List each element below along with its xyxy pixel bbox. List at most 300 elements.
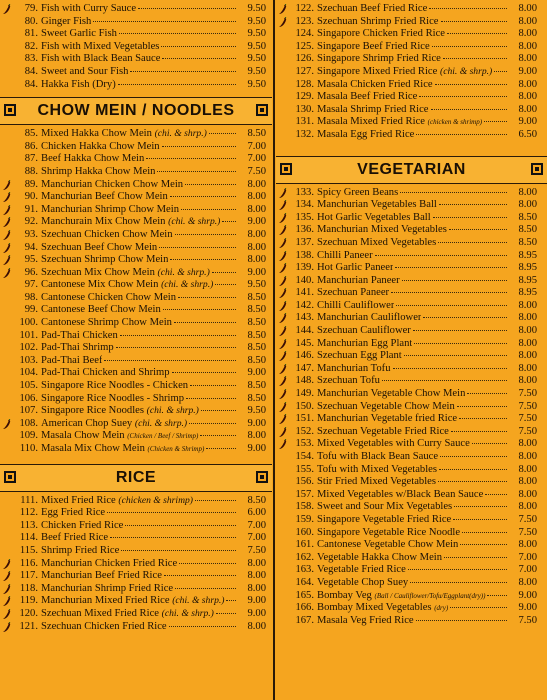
menu-item — [0, 393, 272, 406]
item-name: Szechuan Vegetable Fried Rice — [317, 425, 449, 437]
menu-item — [276, 577, 547, 590]
dot-leader — [472, 443, 507, 444]
item-price: 8.00 — [518, 501, 537, 513]
chili-pepper-icon — [2, 622, 12, 632]
item-number: 101. — [19, 329, 38, 341]
item-note: (chi. & shrp.) — [154, 128, 207, 140]
menu-item — [276, 53, 547, 66]
dot-leader — [450, 607, 507, 608]
item-note: (Ball / Cauliflower/Tofu/Eggplant(dry)) — [374, 591, 486, 600]
dot-leader — [222, 221, 236, 222]
item-number: 139. — [295, 262, 314, 274]
item-price: 7.50 — [518, 413, 537, 425]
item-number: 154. — [295, 451, 314, 462]
menu-item — [0, 570, 272, 583]
menu-item — [276, 527, 547, 540]
item-number: 161. — [295, 539, 314, 551]
chili-pepper-icon — [278, 364, 288, 374]
item-number: 122. — [295, 3, 314, 14]
menu-item — [276, 363, 547, 376]
menu-item — [276, 28, 547, 41]
item-name: Chilli Cauliflower — [317, 299, 395, 311]
menu-item — [0, 430, 272, 443]
dot-leader — [431, 109, 507, 110]
rice-list — [0, 495, 272, 634]
item-number: 111. — [20, 494, 38, 506]
item-name: Manchurian Tofu — [317, 362, 391, 374]
item-number: 115. — [19, 544, 38, 556]
menu-item — [0, 317, 272, 330]
item-name: Szechuan Beef Fried Rice — [317, 3, 428, 14]
item-name: Szechuan Beef Chow Mein — [41, 241, 158, 253]
item-price: 9.50 — [247, 28, 266, 40]
item-price: 7.50 — [247, 165, 266, 177]
item-price: 9.50 — [247, 78, 266, 90]
square-bullet-icon — [256, 471, 268, 483]
item-price: 9.00 — [247, 595, 266, 607]
item-price: 8.00 — [518, 3, 537, 14]
item-price: 8.00 — [518, 40, 537, 52]
menu-item — [276, 338, 547, 351]
item-price: 9.50 — [247, 279, 266, 291]
item-price: 8.50 — [518, 224, 537, 236]
item-price: 8.00 — [247, 228, 266, 240]
item-price: 9.50 — [247, 3, 266, 14]
dot-leader — [433, 217, 507, 218]
item-name: Singapore Beef Fried Rice — [317, 40, 430, 52]
item-name: Shrimp Fried Rice — [41, 544, 120, 556]
dot-leader — [138, 8, 236, 9]
menu-item — [276, 116, 547, 129]
item-price: 8.50 — [247, 342, 266, 354]
menu-item — [276, 552, 547, 565]
dot-leader — [443, 58, 507, 59]
item-name: Manchurian Beef Chow Mein — [41, 191, 168, 203]
item-number: 106. — [19, 392, 38, 404]
item-price: 8.50 — [247, 354, 266, 366]
item-name: Masala Chow Mein — [41, 430, 125, 442]
chili-pepper-icon — [2, 571, 12, 581]
dot-leader — [116, 347, 236, 348]
item-number: 92. — [24, 216, 38, 228]
item-name: Tofu with Black Bean Sauce — [317, 451, 439, 462]
item-number: 145. — [295, 337, 314, 349]
dot-leader — [400, 192, 507, 193]
item-number: 107. — [19, 405, 38, 417]
chili-pepper-icon — [278, 200, 288, 210]
item-number: 105. — [19, 380, 38, 392]
item-number: 114. — [19, 532, 38, 544]
dot-leader — [179, 563, 236, 564]
item-price: 8.00 — [518, 199, 537, 211]
item-price: 8.50 — [247, 494, 266, 506]
dot-leader — [454, 506, 507, 507]
item-name: Vegetable Chop Suey — [317, 576, 409, 588]
menu-item — [276, 388, 547, 401]
item-number: 151. — [295, 413, 314, 425]
menu-item — [0, 166, 272, 179]
item-price: 6.00 — [247, 507, 266, 519]
dot-leader — [216, 613, 236, 614]
menu-item — [0, 304, 272, 317]
menu-item — [276, 451, 547, 464]
item-number: 80. — [24, 15, 38, 27]
item-price: 8.00 — [518, 78, 537, 90]
item-number: 95. — [24, 254, 38, 266]
item-price: 7.00 — [247, 153, 266, 165]
item-name: Singapore Rice Noodles — [41, 405, 144, 417]
item-name: Szechuan Vegetable Chow Mein — [317, 400, 455, 412]
item-price: 8.00 — [518, 91, 537, 103]
dot-leader — [391, 292, 507, 293]
dot-leader — [181, 209, 236, 210]
dot-leader — [402, 280, 507, 281]
item-name: Tofu with Mixed Vegetables — [317, 463, 437, 475]
chili-pepper-icon — [2, 609, 12, 619]
menu-item — [276, 41, 547, 54]
item-name: Stir Fried Mixed Vegetables — [317, 476, 436, 488]
menu-item — [0, 621, 272, 634]
chow-mein-list — [0, 128, 272, 455]
item-number: 140. — [295, 274, 314, 286]
item-name: Chicken Hakka Chow Mein — [41, 140, 160, 152]
dot-leader — [162, 146, 236, 147]
menu-item — [0, 242, 272, 255]
menu-item — [0, 507, 272, 520]
item-price: 8.50 — [247, 380, 266, 392]
item-number: 131. — [295, 116, 314, 128]
item-number: 84. — [24, 65, 38, 77]
item-price: 7.50 — [518, 526, 537, 538]
item-name: Szechuan Tofu — [317, 375, 380, 387]
dot-leader — [485, 494, 507, 495]
dot-leader — [432, 46, 507, 47]
item-number: 153. — [295, 438, 314, 450]
chili-pepper-icon — [2, 596, 12, 606]
item-price: 8.50 — [518, 211, 537, 223]
item-price: 9.00 — [247, 417, 266, 429]
item-number: 123. — [295, 15, 314, 27]
item-number: 136. — [295, 224, 314, 236]
menu-item — [0, 520, 272, 533]
section-title: CHOW MEIN / NOODLES — [37, 102, 235, 120]
menu-item — [0, 28, 272, 41]
item-price: 8.00 — [518, 312, 537, 324]
menu-item — [0, 66, 272, 79]
item-name: Szechuan Shrimp Fried Rice — [317, 15, 439, 27]
item-number: 85. — [24, 128, 38, 140]
item-price: 8.00 — [518, 476, 537, 488]
menu-item — [276, 489, 547, 502]
dot-leader — [195, 500, 236, 501]
item-price: 8.00 — [247, 178, 266, 190]
chili-pepper-icon — [278, 351, 288, 361]
item-price: 8.50 — [247, 329, 266, 341]
item-name: Manchurian Shrimp Chow Mein — [41, 203, 179, 215]
chili-pepper-icon — [2, 4, 12, 14]
item-number: 156. — [295, 476, 314, 488]
item-name: Manchurian Shrimp Fried Rice — [41, 582, 174, 594]
chili-pepper-icon — [2, 559, 12, 569]
item-number: 163. — [295, 564, 314, 576]
dot-leader — [438, 481, 507, 482]
item-number: 103. — [19, 354, 38, 366]
item-price: 7.00 — [247, 519, 266, 531]
chili-pepper-icon — [278, 288, 288, 298]
item-price: 7.00 — [518, 564, 537, 576]
item-name: Pad-Thai Chicken and Shrimp — [41, 367, 170, 379]
item-name: Hot Garlic Paneer — [317, 262, 394, 274]
chili-pepper-icon — [278, 238, 288, 248]
item-number: 94. — [24, 241, 38, 253]
item-number: 113. — [19, 519, 38, 531]
dot-leader — [449, 229, 507, 230]
dot-leader — [162, 58, 236, 59]
item-name: Pad-Thai Shrimp — [41, 342, 114, 354]
menu-item — [0, 216, 272, 229]
item-name: Mixed Fried Rice — [41, 494, 116, 506]
item-name: Cantonese Beef Chow Mein — [41, 304, 161, 316]
item-number: 99. — [24, 304, 38, 316]
item-name: Manchurian Chicken Chow Mein — [41, 178, 184, 190]
menu-item — [0, 418, 272, 431]
dot-leader — [200, 435, 236, 436]
dot-leader — [226, 600, 236, 601]
item-number: 138. — [295, 249, 314, 261]
menu-item — [0, 495, 272, 508]
item-number: 82. — [24, 40, 38, 52]
item-number: 133. — [295, 186, 314, 198]
item-note: (chi. & shrp.) — [161, 279, 214, 291]
chili-pepper-icon — [2, 180, 12, 190]
dot-leader — [484, 121, 507, 122]
dot-leader — [410, 582, 507, 583]
menu-item — [0, 229, 272, 242]
menu-item — [0, 330, 272, 343]
item-name: Shrimp Hakka Chow Mein — [41, 165, 156, 177]
item-number: 142. — [295, 299, 314, 311]
item-number: 93. — [24, 228, 38, 240]
item-number: 167. — [295, 614, 314, 626]
dot-leader — [215, 284, 236, 285]
section-title: RICE — [115, 468, 157, 486]
menu-item — [276, 275, 547, 288]
item-name: Szechuan Paneer — [317, 287, 390, 299]
item-name: Bombay Mixed Vegetables — [317, 602, 432, 614]
item-price: 8.50 — [247, 128, 266, 140]
item-name: Masala Beef Fried Rice — [317, 91, 418, 103]
item-note: (chicken & shrimp) — [118, 494, 193, 506]
item-price: 9.00 — [247, 443, 266, 454]
item-name: Bombay Veg — [317, 589, 372, 601]
dot-leader — [413, 330, 507, 331]
item-price: 8.95 — [518, 249, 537, 261]
item-price: 8.50 — [247, 317, 266, 329]
item-name: Sweet and Sour Mix Vegetables — [317, 501, 453, 513]
chili-pepper-icon — [2, 255, 12, 265]
menu-item — [0, 367, 272, 380]
chili-pepper-icon — [278, 276, 288, 286]
dot-leader — [159, 247, 236, 248]
menu-item — [276, 501, 547, 514]
item-name: Szechuan Cauliflower — [317, 325, 411, 337]
item-price: 8.00 — [518, 103, 537, 115]
square-bullet-icon — [256, 104, 268, 116]
dot-leader — [435, 84, 507, 85]
item-number: 90. — [24, 191, 38, 203]
menu-item — [276, 79, 547, 92]
dot-leader — [110, 537, 236, 538]
chili-pepper-icon — [2, 230, 12, 240]
menu-item — [276, 514, 547, 527]
menu-item — [0, 342, 272, 355]
item-price: 6.50 — [518, 128, 537, 140]
item-number: 91. — [24, 203, 38, 215]
item-name: Cantonese Mix Chow Mein — [41, 279, 159, 291]
chili-pepper-icon — [278, 17, 288, 27]
menu-item — [0, 380, 272, 393]
item-number: 112. — [19, 507, 38, 519]
item-price: 8.00 — [518, 350, 537, 362]
item-price: 9.00 — [247, 607, 266, 619]
chili-pepper-icon — [278, 251, 288, 261]
item-note: (chi. & shrp.) — [440, 65, 493, 77]
item-price: 8.00 — [247, 557, 266, 569]
item-price: 9.00 — [518, 589, 537, 601]
item-price: 9.50 — [247, 40, 266, 52]
dot-leader — [93, 21, 236, 22]
dot-leader — [467, 393, 507, 394]
item-name: Sweet and Sour Fish — [41, 65, 129, 77]
item-note: (chi. & shrp.) — [146, 405, 199, 417]
item-name: Vegetable Hakka Chow Mein — [317, 551, 443, 563]
chili-pepper-icon — [278, 402, 288, 412]
item-price: 8.00 — [518, 576, 537, 588]
dot-leader — [439, 204, 507, 205]
menu-item — [0, 595, 272, 608]
chili-pepper-icon — [278, 4, 288, 14]
item-number: 162. — [295, 551, 314, 563]
item-number: 149. — [295, 388, 314, 400]
item-price: 8.95 — [518, 274, 537, 286]
chili-pepper-icon — [2, 205, 12, 215]
item-name: Masala Mixed Fried Rice — [317, 116, 425, 128]
item-name: Singapore Vegetable Fried Rice — [317, 513, 452, 525]
dot-leader — [186, 398, 236, 399]
dot-leader — [440, 456, 507, 457]
item-price: 8.00 — [518, 362, 537, 374]
section-header-chow-mein — [0, 97, 272, 125]
item-name: Chilli Paneer — [317, 249, 373, 261]
item-number: 119. — [19, 595, 38, 607]
dot-leader — [130, 71, 236, 72]
dot-leader — [460, 544, 507, 545]
menu-item — [0, 179, 272, 192]
item-number: 83. — [24, 53, 38, 65]
item-number: 81. — [24, 28, 38, 40]
item-number: 146. — [295, 350, 314, 362]
chili-pepper-icon — [278, 213, 288, 223]
dot-leader — [169, 626, 236, 627]
dot-leader — [419, 96, 507, 97]
menu-item — [0, 41, 272, 54]
item-price: 8.00 — [247, 620, 266, 632]
item-number: 109. — [19, 430, 38, 442]
item-price: 7.00 — [518, 551, 537, 563]
item-name: Masala Veg Fried Rice — [317, 614, 414, 626]
item-name: Singapore Chicken Fried Rice — [317, 28, 445, 40]
menu-item — [276, 426, 547, 439]
menu-item — [0, 532, 272, 545]
dot-leader — [172, 372, 236, 373]
item-name: Spicy Green Beans — [317, 186, 399, 198]
dot-leader — [206, 448, 236, 449]
square-bullet-icon — [4, 104, 16, 116]
item-price: 8.95 — [518, 262, 537, 274]
dot-leader — [189, 423, 236, 424]
item-name: Chicken Fried Rice — [41, 519, 124, 531]
item-name: Singapore Vegetable Rice Noodle — [317, 526, 461, 538]
item-name: Manchurain Mix Chow Mein — [41, 216, 166, 228]
item-price: 8.00 — [518, 325, 537, 337]
item-price: 7.50 — [518, 614, 537, 626]
dot-leader — [175, 234, 236, 235]
item-number: 135. — [295, 211, 314, 223]
dot-leader — [146, 158, 236, 159]
menu-item — [0, 254, 272, 267]
item-name: Mixed Vegetables with Curry Sauce — [317, 438, 470, 450]
item-number: 124. — [295, 28, 314, 40]
item-price: 9.00 — [247, 266, 266, 278]
item-name: Ginger Fish — [41, 15, 92, 27]
menu-item — [0, 279, 272, 292]
item-number: 79. — [24, 3, 38, 14]
item-number: 155. — [295, 463, 314, 475]
item-name: Manchurian Cauliflower — [317, 312, 422, 324]
item-price: 9.50 — [247, 65, 266, 77]
dot-leader — [396, 305, 507, 306]
item-name: Sweet Garlic Fish — [41, 28, 117, 40]
item-name: Vegetable Fried Rice — [317, 564, 406, 576]
item-number: 120. — [19, 607, 38, 619]
chili-pepper-icon — [278, 389, 288, 399]
dot-leader — [462, 532, 507, 533]
dot-leader — [408, 569, 507, 570]
menu-item — [276, 250, 547, 263]
item-name: Szechuan Mix Chow Mein — [41, 266, 155, 278]
dot-leader — [121, 550, 236, 551]
item-number: 86. — [24, 140, 38, 152]
chili-pepper-icon — [2, 584, 12, 594]
item-note: (chi. & shrp.) — [168, 216, 221, 228]
item-name: Beef Hakka Chow Mein — [41, 153, 145, 165]
dot-leader — [494, 71, 507, 72]
dot-leader — [118, 84, 236, 85]
dot-leader — [453, 519, 507, 520]
menu-item — [0, 191, 272, 204]
menu-item — [0, 128, 272, 141]
dot-leader — [451, 431, 507, 432]
menu-item — [276, 350, 547, 363]
square-bullet-icon — [280, 163, 292, 175]
item-number: 110. — [19, 443, 38, 454]
menu-item — [0, 608, 272, 621]
dot-leader — [178, 297, 236, 298]
menu-item — [0, 405, 272, 418]
menu-item — [276, 464, 547, 477]
item-number: 117. — [19, 570, 38, 582]
dot-leader — [382, 380, 507, 381]
